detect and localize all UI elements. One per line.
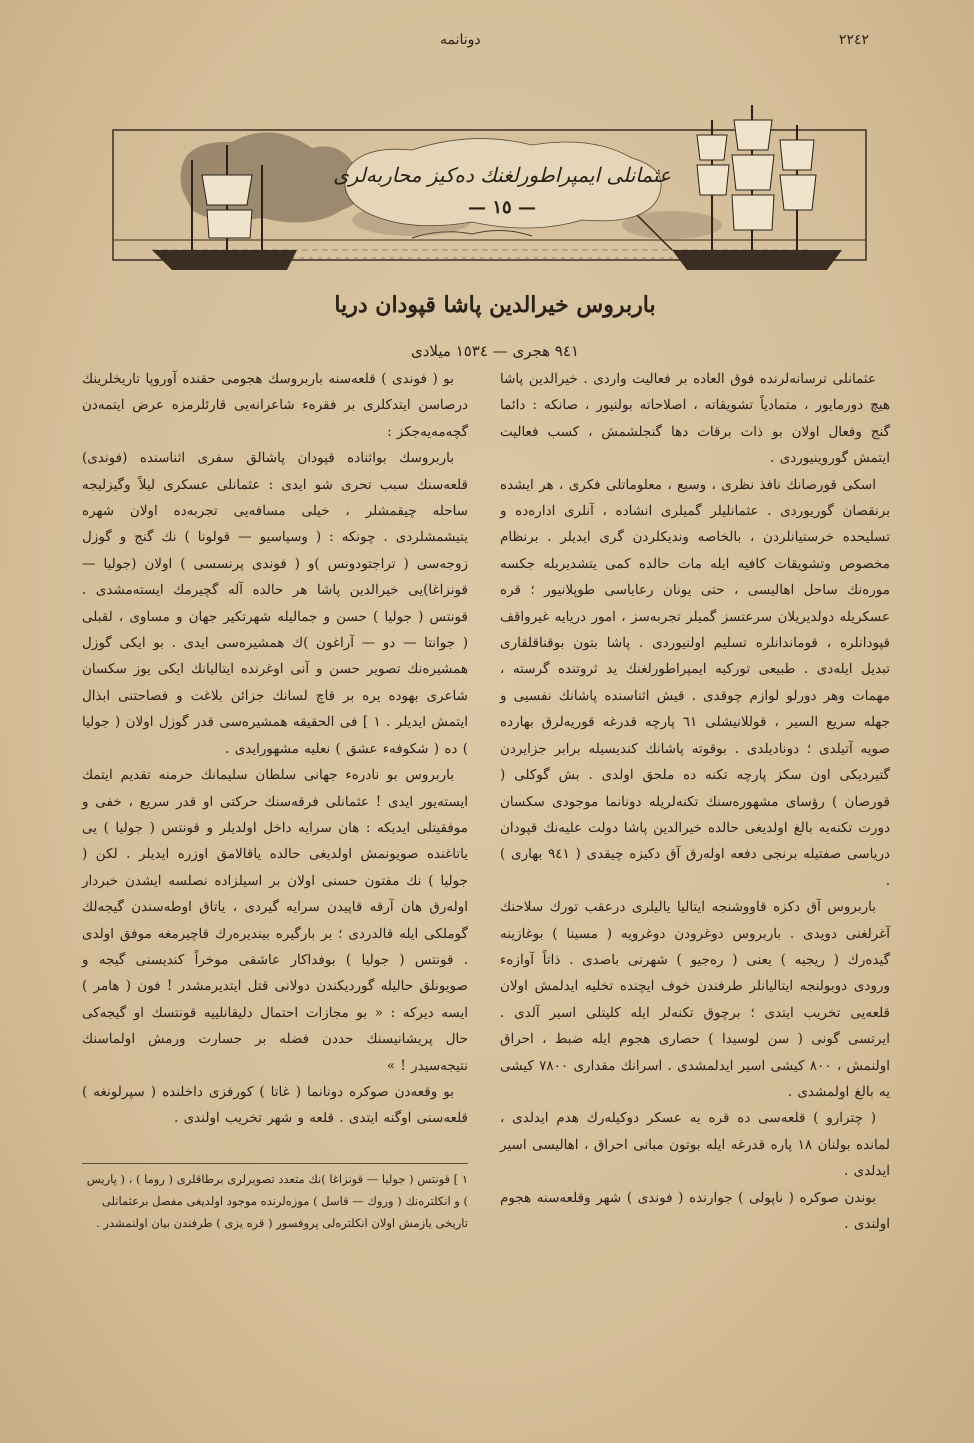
footnote-text: ١ ] قونتس ( جولیا — قونزاغا )نك متعدد تصویرلری برطاقلری ( روما ) ، ( پاریس ) و انکلترەنك ( وروك — قاسل ) موزەلرنده موجود اولدیغی مفصل برعثمانلی تاریخی یازمش اولان انکلترەلی پروفسور ( قره یزی ) طرفندن بیان اولنمشدر . (86, 1172, 468, 1230)
running-head (0, 32, 974, 52)
paragraph: باربروس آق دکزه قاووشنجه ایتالیا یالیلری درعقب تورك سلاحنك آغرلغنی دویدی . باربروس دوغرودن دوغرویه ( مسینا ) بوغازینه گیدەرك ( ریجیه ) یعنی ( رەجیو ) شهرنی باصدی . ذاتاً آوازەء ورودی دوبولنجه ایتالیانلر طرفندن خوف ایچنده تخلیه ایدلمش اولان قلعەیی تخریب ایتدی ؛ برچوق تکنەلر ایله کلیتلی اسیر آلدی . ایرتسی گونی ( سن لوسیدا ) حصاری هجوم ایله ضبط ، احراق اولنمش ، ٨٠٠ کیشی اسیر ایدلمشدی . اسرانك مقداری ٧٨٠٠ کیشی یه بالغ اولمشدی . (500, 899, 890, 1100)
paragraph: بو وقعەدن صوکره دونانما ( غاتا ) کورفزی داخلنده ( سپرلونغه ) قلعەسنی اوگنه ایتدی . قلعه و شهر تخریب اولندی . (82, 1083, 468, 1127)
paragraph: بوندن صوکره ( ناپولی ) جوارنده ( فوندی ) شهر وقلعەسنه هجوم اولندی . (500, 1189, 890, 1232)
journal-name: دونانمه (440, 32, 481, 48)
right-column (500, 366, 890, 1237)
paragraph: ( چترارو ) قلعەسی ده قره یه عسکر دوکیلەرك هدم ایدلدی ، لمانده بولنان ١٨ پاره قدرغه ایله بوتون مبانی احراق ، اهالیسی اسیر ایدلدی . (500, 1110, 890, 1180)
paragraph: بو ( فوندی ) قلعەسنه باربروسك هجومی حقنده آوروپا تاریخلرینك درصاسن ایتدکلری بر فقرەء شاعرانەیی قارئلرمزه عرض ایتمەدن گچەمەیەجکز : (82, 371, 468, 440)
banner-number: — ١٥ — (468, 197, 536, 218)
article-date: ٩٤١ هجری — ١٥٣٤ میلادی (410, 342, 580, 360)
paragraph: باربروس بو نادرەء جهانی سلطان سلیمانك حرمنه تقدیم ایتمك ایستەیور ایدی ! عثمانلی فرقەسنك حرکتی او قدر سریع ، خفی و موفقیتلی ایدیکه : هان سرایه داخل اولدیلر و قونتس ( جولیا ) یی یاتاغنده صویونمش اولدیغی حالده یاقالامق اوزره ایدیلر . لکن ( جولیا ) نك مفتون حسنی اولان بر اسیلزاده نصلسه ایشدن خبردار اولەرق هان آرقه قاپیدن سرایه گیردی ، یاتاق اوطەسندن گیجەلك گوملکی ایله قالدردی ؛ بر بارگیره بیندیرەرك قاچیرمغه موفق اولدی . قونتس ( جولیا ) بوفداکار عاشقی موخراً کندیسنی گیجه و صویونلق حالیله گوردیکندن دولانی قتل ایتدیرمشدر ! فون ( هامر ) ایسه دیرکه : « بو مجازات احتمال دلیقانلییه قونتسك او گیجەکی حال پریشانیسنك حددن فضله بر جسارت ورمش اولماسنك نتیجەسیدر ! » (82, 767, 468, 1074)
paragraph: باربروسك بواثناده قپودان پاشالق سفری اثناسنده (فوندی) قلعەسنك سبب تحری شو ایدی : عثمانلی عسکری لیلاً وگیزلیجه ساحله چیقمشلر ، خیلی مسافەیی تجربەده اولان شهره یتیشمشلردی . چونکه : ( وسپاسیو — قولونا ) نك گنج و گوزل زوجەسی ( تراجتودونس )و ( فوندی پرنسسی ) اولان (جولیا — قونزاغا)یی خیرالدین پاشا هر حالده آله گچیرمك ایستەمشدی . قونتس ( جولیا ) حسن و جمالیله شهرتکیر جهان و مساوی ، لقبلی ( جوانتا — دو — آراغون )ك همشیرەسی ایدی . بو ایکی گوزل همشیرەنك تصویر حسن و آنی اوغرنده ایتالیانك ایکی یوز سکسان شاعری بهوده یره بر قاچ لسانك جزائن بلاغت و فصاحتنی ابذال ایتمش ایدیلر . ١ ] فی الحقیقه همشیرەسی قدر گوزل اولان ( جولیا ) ده ( شکوفەء عشق ) نعلیه مشهورایدی . (82, 450, 468, 757)
paragraph: اسکی قورصانك نافذ نظری ، وسیع ، معلوماتلی فکری ، هر ایشده برنقصان گوریوردی . عثمانلیلر گمیلری انشاده ، آنلری ادارەده و تسلیحده خرستیانلردن ، بالخاصه وندیکلردن گری ایدیلر . برنظام مخصوص وتشویقات کافیه ایله مات حالده کمی یتشدیریله جکسه مورەنك ساحل اهالیسی ، حتی یونان رعایاسی طوپلانیور ؛ قره عسکریله دولدیریلان سرعتسز گمیلر تجربەسز ، امور دریایه غیرواقف قپودانلره ، قوماندانلره تسلیم اولنیوردی . پاشا بتون بوقناقلقاری تبدیل ایلەدی . طبیعی تورکیه ایمپراطورلغنك ید ثروتنده گرسته ، مهمات وهر دورلو لوازم چوقدی . قیش اثناسنده پاشانك نفسیی و جهله سریع السیر ، قوللانیشلی ٦١ پارچه قدرغه قوریەلرق بهارده صویه آتیلدی ؛ دونادیلدی . بوقوته پاشانك کندیسیله برابر جزایردن گتیردیکی اون سکز پارچه تکنه ده ملحق اولدی . بش گوکلی ( قورصان ) رؤسای مشهورەسنك تکنەلریله دونانما موجودی سکسان دورت تکنەیه بالغ اولدیغی حالده خیرالدین پاشا دولت علیەنك قپودان دریاسی صفتیله برنجی دفعه اولەرق آق دکیزه چیقدی ( ٩٤١ بهاری ) . (500, 476, 891, 889)
left-column (82, 366, 468, 1132)
page-number: ٢٢٤٢ (838, 32, 869, 48)
naval-battle-illustration (112, 100, 867, 278)
footnote (82, 1163, 468, 1234)
article-title: باربروس خیرالدین پاشا قپودان دریا (334, 292, 656, 318)
banner-title: عثمانلی ایمپراطورلغنك دەكیز محاربەلری (333, 163, 671, 187)
paragraph: عثمانلی ترسانەلرنده فوق العاده بر فعالیت واردی . خیرالدین پاشا هیچ دورمایور ، متمادیاً تشویقاته ، اصلاحاته بولنیور ، صانكه : دائما گنج وفعال اولان بو ذات برقات دها گنجلشمش ، کسب فعالیت ایتمش گوروینیوردی . (500, 371, 890, 467)
